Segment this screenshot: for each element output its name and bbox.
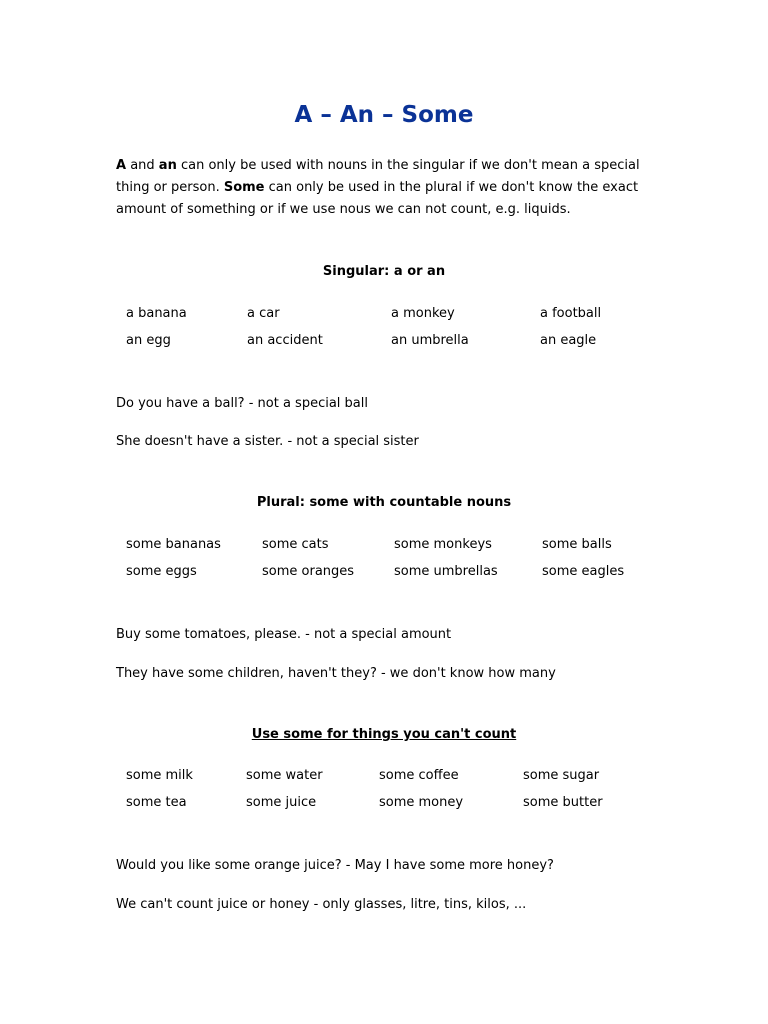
uncountable-heading: Use some for things you can't count xyxy=(251,727,517,742)
intro-text-2: can only be used with nouns in the singular if we don't mean a special thing or person. xyxy=(116,158,640,195)
singular-word: a monkey xyxy=(391,306,455,321)
uncountable-example: Would you like some orange juice? - May I have some more honey? xyxy=(116,858,554,873)
plural-example: Buy some tomatoes, please. - not a special amount xyxy=(116,627,452,642)
intro-paragraph xyxy=(116,155,656,221)
uncountable-word: some juice xyxy=(246,795,317,810)
uncountable-word: some butter xyxy=(523,795,603,810)
uncountable-word: some sugar xyxy=(523,768,600,783)
intro-text-3: can only be used in the plural if we don't know the exact amount of something or if we use nous we can not count, e.g. liquids. xyxy=(116,180,639,217)
uncountable-word: some milk xyxy=(126,768,193,783)
intro-some-bold: Some xyxy=(223,180,265,195)
singular-example: Do you have a ball? - not a special ball xyxy=(116,396,368,411)
plural-word: some eagles xyxy=(542,564,625,579)
singular-example: She doesn't have a sister. - not a special sister xyxy=(116,434,419,449)
plural-heading: Plural: some with countable nouns xyxy=(256,495,512,510)
plural-word: some oranges xyxy=(262,564,355,579)
singular-word: a football xyxy=(540,306,602,321)
plural-word: some bananas xyxy=(126,537,221,552)
uncountable-word: some money xyxy=(379,795,464,810)
intro-text-1: and xyxy=(126,158,159,173)
plural-word: some eggs xyxy=(126,564,197,579)
singular-word: an umbrella xyxy=(391,333,469,348)
plural-word: some monkeys xyxy=(394,537,492,552)
singular-heading: Singular: a or an xyxy=(322,264,446,279)
plural-example: They have some children, haven't they? - we don't know how many xyxy=(116,666,556,681)
intro-an-bold: an xyxy=(158,158,177,173)
uncountable-example: We can't count juice or honey - only glasses, litre, tins, kilos, ... xyxy=(116,897,527,912)
page-title: A – An – Some xyxy=(294,102,474,128)
singular-word: a car xyxy=(247,306,280,321)
plural-word: some umbrellas xyxy=(394,564,498,579)
plural-word: some cats xyxy=(262,537,329,552)
uncountable-word: some tea xyxy=(126,795,187,810)
singular-word: a banana xyxy=(126,306,187,321)
singular-word: an eagle xyxy=(540,333,597,348)
singular-word: an egg xyxy=(126,333,171,348)
uncountable-word: some coffee xyxy=(379,768,459,783)
intro-a-bold: A xyxy=(116,158,127,173)
plural-word: some balls xyxy=(542,537,612,552)
uncountable-word: some water xyxy=(246,768,323,783)
singular-word: an accident xyxy=(247,333,323,348)
